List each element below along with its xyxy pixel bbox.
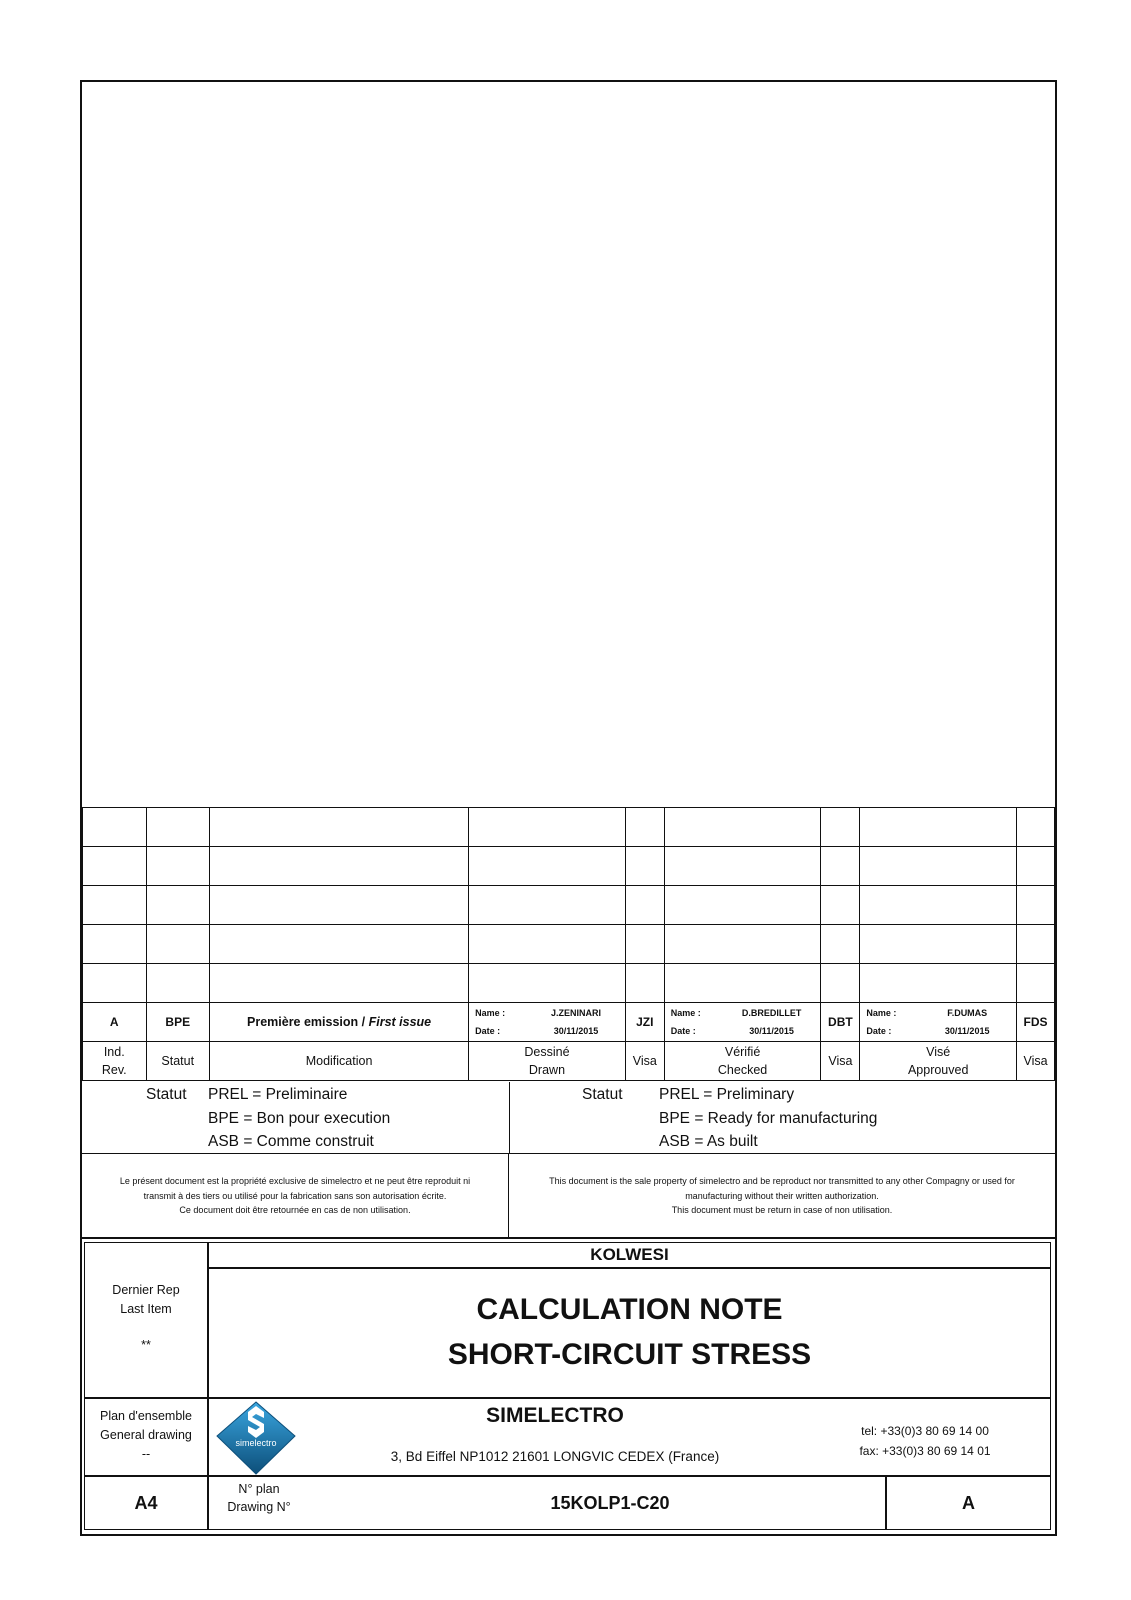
header-drawn-fr: Dessiné xyxy=(524,1045,570,1059)
status-line: ASB = As built xyxy=(659,1133,758,1150)
drawn-visa: JZI xyxy=(625,1003,664,1042)
revision-row-a xyxy=(83,1003,1055,1042)
name-label: Name : xyxy=(670,1008,701,1018)
checked-name: D.BREDILLET xyxy=(741,1008,802,1018)
revision-row-empty xyxy=(83,847,1055,886)
legal-notice-fr xyxy=(82,1154,509,1238)
legal-line: manufacturing without their written authorization. xyxy=(685,1190,879,1201)
header-drawn-en: Drawn xyxy=(528,1063,566,1077)
logo-icon xyxy=(213,1400,299,1476)
revision-header-row xyxy=(83,1042,1055,1081)
company-tel: tel: +33(0)3 80 69 14 00 xyxy=(861,1424,989,1438)
approved-cell xyxy=(860,1003,1017,1042)
rev-index: A xyxy=(83,1003,147,1042)
revision-row-empty xyxy=(83,886,1055,925)
company-contact xyxy=(825,1421,1025,1463)
company-address: 3, Bd Eiffel NP1012 21601 LONGVIC CEDEX (France) xyxy=(390,1449,720,1464)
paper-format: A4 xyxy=(134,1492,158,1513)
title-line-2: SHORT-CIRCUIT STRESS xyxy=(447,1338,812,1371)
status-legend xyxy=(82,1082,1055,1154)
document-title xyxy=(209,1287,1050,1387)
header-ind-en: Rev. xyxy=(101,1063,127,1077)
modification-en: First issue xyxy=(368,1015,432,1029)
name-label: Name : xyxy=(475,1008,506,1018)
last-item-value: ** xyxy=(141,1338,151,1352)
rev-status: BPE xyxy=(146,1003,210,1042)
header-modification: Modification xyxy=(210,1042,469,1081)
header-visa: Visa xyxy=(1017,1042,1055,1081)
plan-label-en: Drawing N° xyxy=(227,1500,291,1514)
revision-table xyxy=(82,807,1055,1081)
status-lines-fr xyxy=(208,1083,390,1154)
legal-line: Le présent document est la propriété exclusive de simelectro et ne peut être reproduit ni xyxy=(119,1176,471,1186)
status-label-fr: Statut xyxy=(146,1086,187,1103)
header-checked-en: Checked xyxy=(717,1063,768,1077)
header-drawn xyxy=(469,1042,626,1081)
status-line: PREL = Preliminaire xyxy=(208,1086,348,1103)
name-label: Name : xyxy=(866,1008,897,1018)
header-visa: Visa xyxy=(821,1042,860,1081)
title-block-inner xyxy=(84,1242,1051,1530)
rev-modification xyxy=(210,1003,469,1042)
date-label: Date : xyxy=(475,1026,501,1036)
legal-line: transmit à des tiers ou utilisé pour la fabrication sans son autorisation écrite. xyxy=(143,1190,447,1201)
drawing-area xyxy=(82,82,1055,807)
header-ind xyxy=(83,1042,147,1081)
drawing-number-label xyxy=(209,1480,309,1526)
general-drawing xyxy=(85,1407,207,1473)
status-line: BPE = Ready for manufacturing xyxy=(659,1109,878,1127)
header-statut: Statut xyxy=(146,1042,210,1081)
title-line-1: CALCULATION NOTE xyxy=(476,1293,783,1326)
drawn-date: 30/11/2015 xyxy=(553,1026,599,1036)
header-approved xyxy=(860,1042,1017,1081)
header-approved-en: Approuved xyxy=(907,1063,969,1077)
last-item-label-en: Last Item xyxy=(120,1302,172,1316)
general-drawing-value: -- xyxy=(141,1447,151,1461)
revision-row-empty xyxy=(83,808,1055,847)
modification-fr: Première emission / xyxy=(247,1015,369,1029)
legal-notice xyxy=(82,1154,1055,1238)
legal-notice-en xyxy=(509,1154,1055,1238)
header-approved-fr: Visé xyxy=(926,1045,951,1059)
svg-text:simelectro: simelectro xyxy=(235,1438,277,1448)
legal-line: This document is the sale property of simelectro and be reproduct nor transmitted to any other Compagny or used for xyxy=(549,1176,1015,1186)
company-name: SIMELECTRO xyxy=(486,1404,624,1427)
company-fax: fax: +33(0)3 80 69 14 01 xyxy=(859,1444,991,1458)
checked-visa: DBT xyxy=(821,1003,860,1042)
drawing-revision: A xyxy=(962,1492,975,1513)
project-name: KOLWESI xyxy=(590,1245,669,1264)
date-label: Date : xyxy=(670,1026,696,1036)
status-lines-en xyxy=(659,1083,877,1154)
status-legend-en xyxy=(509,1082,1055,1153)
legal-line: This document must be return in case of non utilisation. xyxy=(671,1205,893,1215)
header-ind-fr: Ind. xyxy=(103,1045,125,1059)
revision-row-empty xyxy=(83,925,1055,964)
drawn-cell xyxy=(469,1003,626,1042)
title-block xyxy=(82,1237,1055,1536)
drawing-number: 15KOLP1-C20 xyxy=(550,1492,670,1513)
status-line: ASB = Comme construit xyxy=(208,1133,374,1150)
revision-row-empty xyxy=(83,964,1055,1003)
date-label: Date : xyxy=(866,1026,892,1036)
header-checked-fr: Vérifié xyxy=(724,1045,761,1059)
status-line: PREL = Preliminary xyxy=(659,1086,795,1103)
general-drawing-label-fr: Plan d'ensemble xyxy=(99,1409,193,1423)
legal-line: Ce document doit être retournée en cas de non utilisation. xyxy=(179,1205,411,1215)
drawing-frame xyxy=(80,80,1057,1536)
status-line: BPE = Bon pour execution xyxy=(208,1109,391,1127)
last-item xyxy=(85,1281,207,1391)
simelectro-logo xyxy=(213,1400,299,1476)
header-checked xyxy=(664,1042,821,1081)
status-legend-fr xyxy=(82,1082,510,1153)
checked-cell xyxy=(664,1003,821,1042)
plan-label-fr: N° plan xyxy=(238,1482,280,1496)
approved-visa: FDS xyxy=(1017,1003,1055,1042)
approved-name: F.DUMAS xyxy=(947,1008,988,1018)
status-label-en: Statut xyxy=(582,1086,623,1103)
general-drawing-label-en: General drawing xyxy=(100,1428,192,1442)
approved-date: 30/11/2015 xyxy=(944,1026,990,1036)
checked-date: 30/11/2015 xyxy=(749,1026,794,1036)
header-visa: Visa xyxy=(625,1042,664,1081)
drawn-name: J.ZENINARI xyxy=(550,1008,601,1018)
last-item-label-fr: Dernier Rep xyxy=(112,1283,180,1297)
